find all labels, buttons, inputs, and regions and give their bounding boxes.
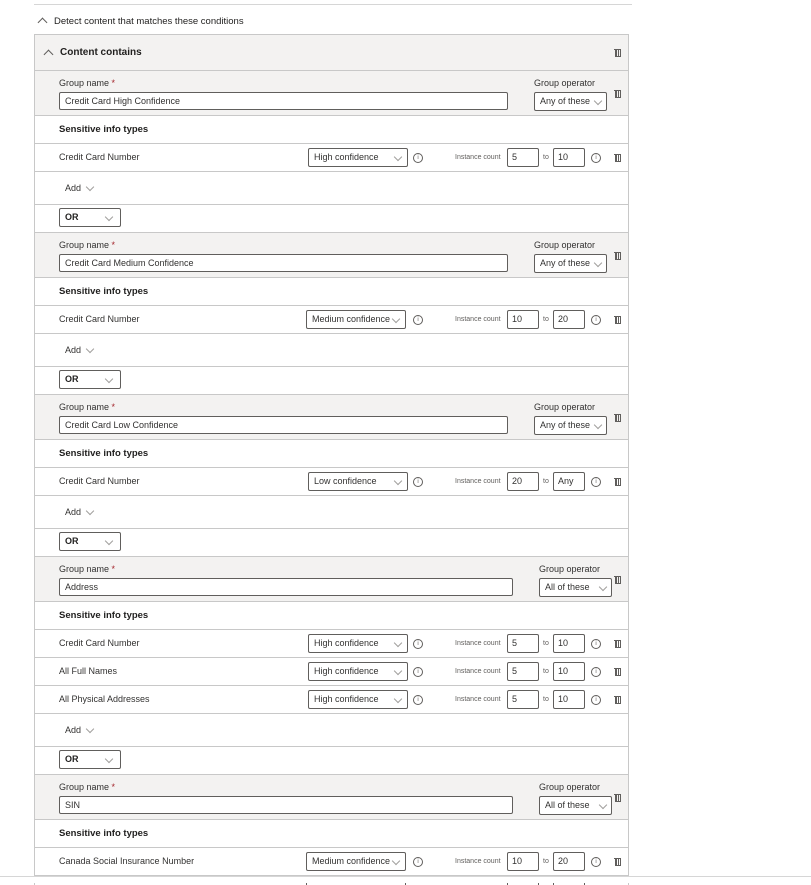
add-button[interactable]: Add	[65, 183, 82, 193]
info-icon[interactable]: i	[413, 695, 423, 705]
instance-count-min-input[interactable]: 5	[507, 634, 539, 653]
group-name-label	[59, 240, 115, 250]
group-name-label	[59, 564, 115, 574]
groups-list	[35, 71, 628, 885]
chevron-down-icon	[594, 259, 602, 267]
group-name-input[interactable]: SIN	[59, 796, 513, 814]
instance-count-min-input[interactable]: 5	[507, 662, 539, 681]
required-asterisk: *	[111, 564, 116, 574]
group-name-label	[59, 782, 115, 792]
group-name-input[interactable]: Credit Card Medium Confidence	[59, 254, 508, 272]
to-label: to	[543, 696, 549, 703]
to-label: to	[543, 858, 549, 865]
add-row	[35, 496, 628, 529]
chevron-down-icon	[86, 507, 94, 515]
group-operator-label: Group operator	[534, 240, 596, 250]
sensitive-info-types-heading: Sensitive info types	[35, 820, 628, 848]
info-icon[interactable]: i	[413, 857, 423, 867]
instance-count-label: Instance count	[455, 640, 501, 647]
add-button[interactable]: Add	[65, 507, 82, 517]
group-name-label-text: Group name	[59, 782, 110, 792]
sit-name: Credit Card Number	[59, 638, 140, 648]
group-operator-label: Group operator	[539, 782, 601, 792]
group-operator-value: All of these	[545, 800, 590, 810]
trash-icon[interactable]	[614, 667, 621, 676]
group-operator-label: Group operator	[534, 402, 596, 412]
group-operator-dropdown[interactable]	[534, 254, 607, 273]
trash-icon[interactable]	[614, 48, 621, 57]
chevron-down-icon	[105, 537, 113, 545]
trash-icon[interactable]	[614, 575, 621, 584]
trash-icon[interactable]	[614, 251, 621, 260]
content-contains-title: Content contains	[60, 47, 142, 58]
confidence-dropdown[interactable]	[308, 148, 408, 167]
sit-name: Credit Card Number	[59, 314, 140, 324]
instance-count-max-input[interactable]: Any	[553, 472, 585, 491]
instance-count-label: Instance count	[455, 154, 501, 161]
confidence-dropdown[interactable]	[308, 662, 408, 681]
info-icon[interactable]: i	[591, 153, 601, 163]
confidence-dropdown[interactable]	[306, 310, 406, 329]
top-divider	[34, 4, 632, 5]
instance-count-label: Instance count	[455, 478, 501, 485]
chevron-up-icon	[38, 18, 48, 28]
to-label: to	[543, 154, 549, 161]
instance-count-min-input[interactable]: 5	[507, 148, 539, 167]
group-name-label	[59, 78, 115, 88]
group-header	[35, 557, 628, 602]
group-name-input[interactable]: Credit Card High Confidence	[59, 92, 508, 110]
info-icon[interactable]: i	[591, 667, 601, 677]
join-operator-value: OR	[65, 212, 79, 222]
instance-count-label: Instance count	[455, 668, 501, 675]
instance-count-max-input[interactable]: 10	[553, 690, 585, 709]
chevron-down-icon	[105, 213, 113, 221]
group-operator-value: Any of these	[540, 258, 591, 268]
to-label: to	[543, 478, 549, 485]
instance-count-label: Instance count	[455, 696, 501, 703]
content-contains-card	[34, 34, 629, 885]
add-row	[35, 334, 628, 367]
group-name-label	[59, 402, 115, 412]
group-operator-dropdown[interactable]	[534, 416, 607, 435]
sensitive-info-type-row	[35, 848, 628, 876]
section-title: Detect content that matches these conditions	[54, 15, 244, 27]
group-operator-label: Group operator	[534, 78, 596, 88]
instance-count-max-input[interactable]: 10	[553, 634, 585, 653]
add-row	[35, 714, 628, 747]
chevron-down-icon	[392, 857, 400, 865]
add-button[interactable]: Add	[65, 345, 82, 355]
join-operator-row	[35, 747, 628, 775]
sensitive-info-types-heading: Sensitive info types	[35, 278, 628, 306]
confidence-value: Medium confidence	[312, 314, 391, 324]
chevron-down-icon	[599, 801, 607, 809]
join-operator-value: OR	[65, 536, 79, 546]
required-asterisk: *	[111, 240, 116, 250]
trash-icon[interactable]	[614, 639, 621, 648]
info-icon[interactable]: i	[413, 315, 423, 325]
chevron-down-icon	[394, 477, 402, 485]
group-operator-dropdown[interactable]	[534, 92, 607, 111]
chevron-down-icon	[105, 755, 113, 763]
info-icon[interactable]: i	[591, 477, 601, 487]
join-operator-dropdown[interactable]	[59, 208, 121, 227]
info-icon[interactable]: i	[591, 315, 601, 325]
required-asterisk: *	[111, 78, 116, 88]
trash-icon[interactable]	[614, 89, 621, 98]
instance-count-max-input[interactable]: 20	[553, 310, 585, 329]
group-header	[35, 775, 628, 820]
sensitive-info-types-heading: Sensitive info types	[35, 602, 628, 630]
join-operator-dropdown[interactable]	[59, 370, 121, 389]
sensitive-info-type-row	[35, 306, 628, 334]
chevron-down-icon	[594, 421, 602, 429]
trash-icon[interactable]	[614, 695, 621, 704]
sensitive-info-type-row	[35, 630, 628, 658]
info-icon[interactable]: i	[413, 153, 423, 163]
confidence-value: Medium confidence	[312, 856, 391, 866]
trash-icon[interactable]	[614, 315, 621, 324]
sensitive-info-type-row	[35, 468, 628, 496]
confidence-value: High confidence	[314, 638, 379, 648]
join-operator-row	[35, 205, 628, 233]
detect-conditions-toggle[interactable]	[36, 14, 244, 28]
confidence-value: Low confidence	[314, 476, 377, 486]
join-operator-value: OR	[65, 374, 79, 384]
group-operator-dropdown[interactable]	[539, 796, 612, 815]
group-operator-label: Group operator	[539, 564, 601, 574]
group-operator-value: Any of these	[540, 96, 591, 106]
group-name-input[interactable]: Address	[59, 578, 513, 596]
trash-icon[interactable]	[614, 477, 621, 486]
instance-count-label: Instance count	[455, 858, 501, 865]
trash-icon[interactable]	[614, 413, 621, 422]
chevron-down-icon	[394, 667, 402, 675]
info-icon[interactable]: i	[413, 477, 423, 487]
group-header	[35, 71, 628, 116]
sensitive-info-types-heading: Sensitive info types	[35, 440, 628, 468]
instance-count-min-input[interactable]: 10	[507, 852, 539, 871]
join-operator-dropdown[interactable]	[59, 750, 121, 769]
chevron-down-icon	[394, 153, 402, 161]
chevron-down-icon	[105, 375, 113, 383]
chevron-down-icon	[86, 345, 94, 353]
info-icon[interactable]: i	[591, 857, 601, 867]
group-name-label-text: Group name	[59, 240, 110, 250]
join-operator-value: OR	[65, 754, 79, 764]
chevron-down-icon	[594, 97, 602, 105]
chevron-down-icon	[86, 183, 94, 191]
chevron-up-icon	[44, 49, 54, 59]
instance-count-label: Instance count	[455, 316, 501, 323]
add-row	[35, 172, 628, 205]
info-icon[interactable]: i	[413, 667, 423, 677]
group-name-label-text: Group name	[59, 78, 110, 88]
trash-icon[interactable]	[614, 793, 621, 802]
sit-name: Canada Social Insurance Number	[59, 856, 195, 866]
instance-count-max-input[interactable]: 10	[553, 148, 585, 167]
info-icon[interactable]: i	[413, 639, 423, 649]
info-icon[interactable]: i	[591, 695, 601, 705]
sensitive-info-types-heading: Sensitive info types	[35, 116, 628, 144]
confidence-dropdown[interactable]	[306, 852, 406, 871]
confidence-value: High confidence	[314, 152, 379, 162]
join-operator-dropdown[interactable]	[59, 532, 121, 551]
trash-icon[interactable]	[614, 857, 621, 866]
group-header	[35, 233, 628, 278]
join-operator-row	[35, 367, 628, 395]
to-label: to	[543, 668, 549, 675]
instance-count-max-input[interactable]: 20	[553, 852, 585, 871]
sensitive-info-type-row	[35, 686, 628, 714]
required-asterisk: *	[111, 402, 116, 412]
group-operator-dropdown[interactable]	[539, 578, 612, 597]
sit-name: All Physical Addresses	[59, 694, 150, 704]
join-operator-row	[35, 529, 628, 557]
confidence-value: High confidence	[314, 666, 379, 676]
sensitive-info-type-row	[35, 144, 628, 172]
chevron-down-icon	[86, 725, 94, 733]
group-name-input[interactable]: Credit Card Low Confidence	[59, 416, 508, 434]
instance-count-min-input[interactable]: 5	[507, 690, 539, 709]
confidence-dropdown[interactable]	[308, 690, 408, 709]
instance-count-min-input[interactable]: 20	[507, 472, 539, 491]
trash-icon[interactable]	[614, 153, 621, 162]
group-header	[35, 395, 628, 440]
group-name-label-text: Group name	[59, 564, 110, 574]
confidence-dropdown[interactable]	[308, 634, 408, 653]
required-asterisk: *	[111, 782, 116, 792]
chevron-down-icon	[392, 315, 400, 323]
confidence-value: High confidence	[314, 694, 379, 704]
to-label: to	[543, 316, 549, 323]
sit-name: All Full Names	[59, 666, 118, 676]
chevron-down-icon	[394, 639, 402, 647]
instance-count-min-input[interactable]: 10	[507, 310, 539, 329]
group-operator-value: Any of these	[540, 420, 591, 430]
sit-name: Credit Card Number	[59, 152, 140, 162]
instance-count-max-input[interactable]: 10	[553, 662, 585, 681]
chevron-down-icon	[394, 695, 402, 703]
group-name-label-text: Group name	[59, 402, 110, 412]
sensitive-info-type-row	[35, 658, 628, 686]
chevron-down-icon	[599, 583, 607, 591]
content-contains-header[interactable]	[35, 35, 628, 71]
info-icon[interactable]: i	[591, 639, 601, 649]
add-button[interactable]: Add	[65, 725, 82, 735]
group-operator-value: All of these	[545, 582, 590, 592]
confidence-dropdown[interactable]	[308, 472, 408, 491]
sit-name: Credit Card Number	[59, 476, 140, 486]
to-label: to	[543, 640, 549, 647]
